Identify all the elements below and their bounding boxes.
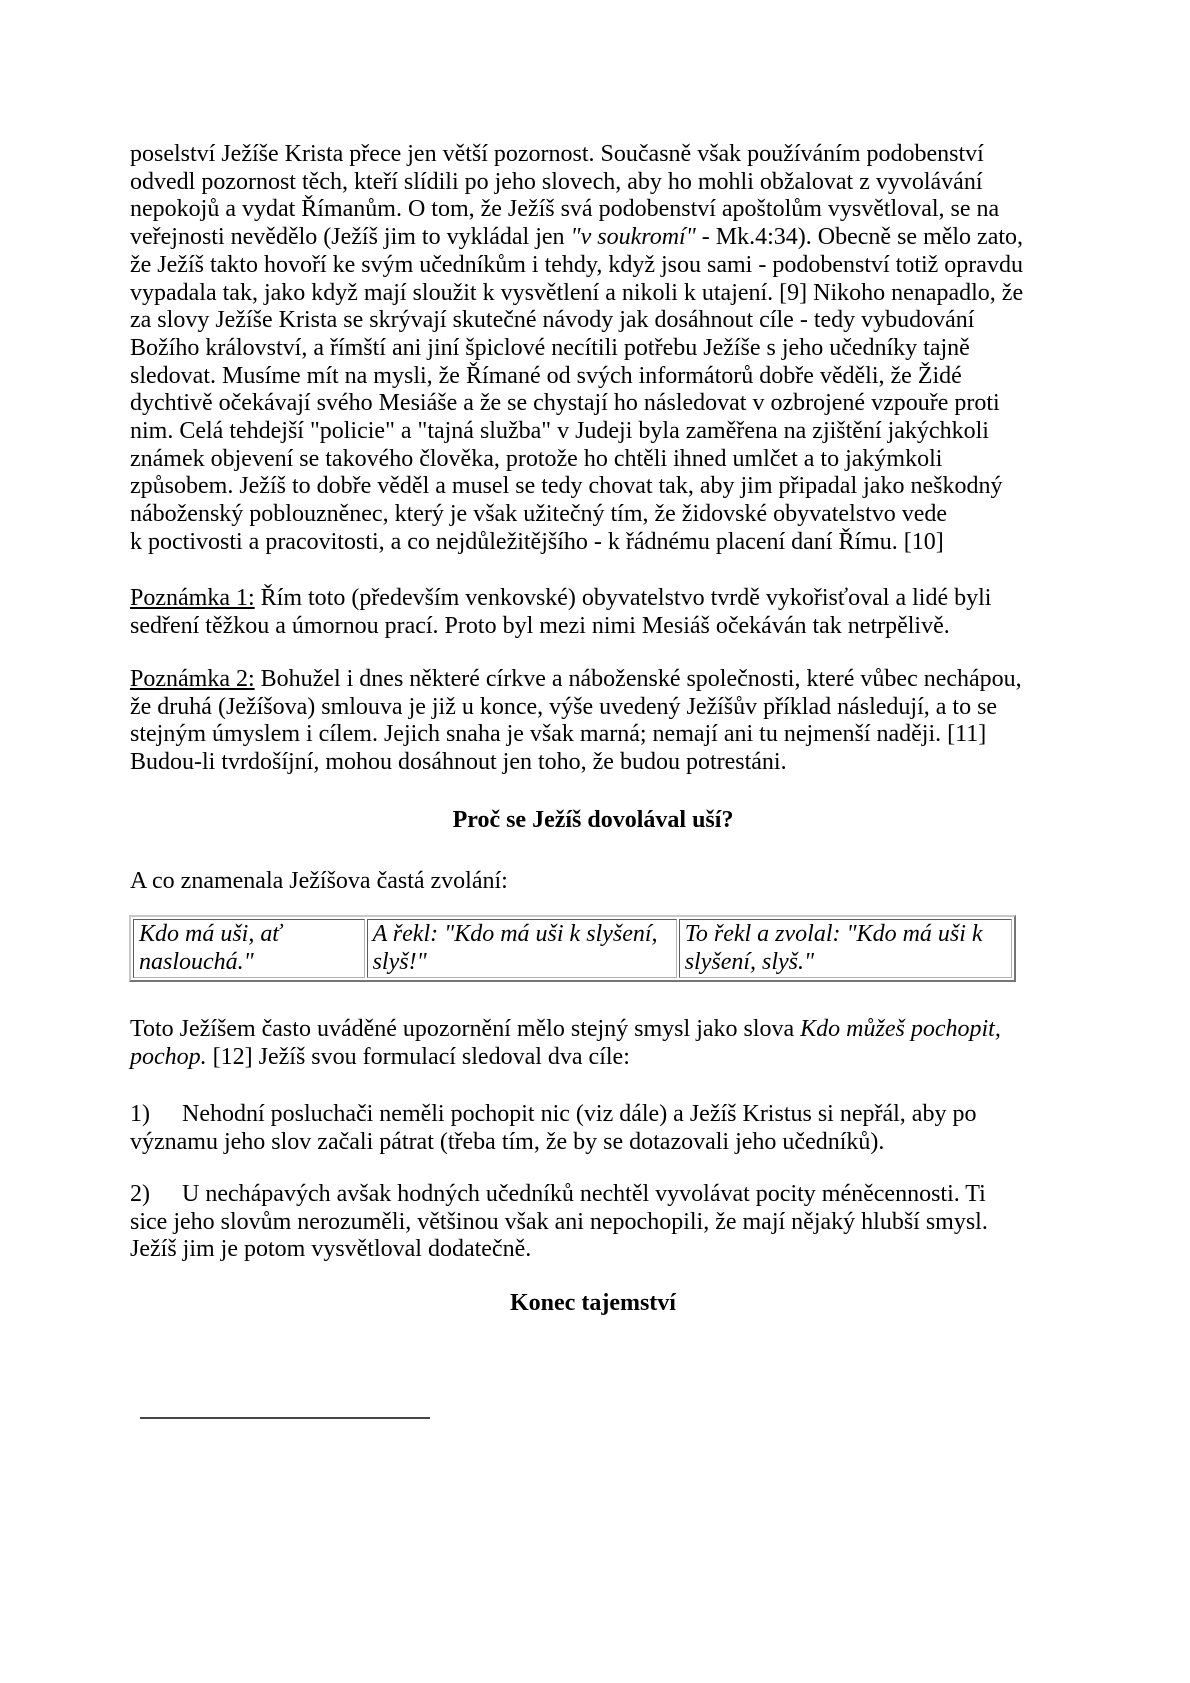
- section-heading-why-ears: Proč se Ježíš dovolával uší?: [452, 807, 734, 833]
- text-line: [139, 949, 359, 977]
- text-line: [130, 307, 1056, 335]
- text-line: [130, 1101, 1056, 1129]
- text-run: známek objevení se takového člověka, protože ho chtěli ihned umlčet a to jakýmkoli: [130, 445, 943, 472]
- text-line: [130, 1209, 1056, 1237]
- text-line: [130, 1044, 1056, 1072]
- text-run: k poctivosti a pracovitosti, a co nejdůležitějšího - k řádnému placení daní Římu. [10]: [130, 528, 944, 555]
- paragraph-toto: [130, 1016, 1056, 1071]
- text-run: Budou-li tvrdošíjní, mohou dosáhnout jen toho, že budou potrestáni.: [130, 749, 787, 776]
- text-run: že druhá (Ježíšova) smlouva je již u konce, výše uvedený Ježíšův příklad následují, a to se: [130, 693, 998, 720]
- list-number: 2): [130, 1181, 150, 1207]
- text-run: - Mk.4:34). Obecně se mělo zato,: [695, 224, 1024, 251]
- text-line: [130, 613, 1056, 641]
- text-line: [130, 252, 1056, 280]
- text-run: odvedl pozornost těch, kteří slídili po jeho slovech, aby ho mohli obžalovat z vyvolávání: [130, 168, 983, 195]
- text-run: naslouchá.": [139, 948, 254, 975]
- text-line: [130, 1181, 1056, 1209]
- text-run: U nechápavých avšak hodných učedníků nechtěl vyvolávat pocity méněcennosti. Ti: [182, 1181, 986, 1207]
- text-run: Poznámka 1:: [130, 585, 255, 611]
- text-run: stejným úmyslem i cílem. Jejich snaha je však marná; nemají ani tu nejmenší naději. [11]: [130, 721, 987, 748]
- text-run: slyšení, slyš.": [684, 948, 815, 975]
- text-line: [130, 473, 1056, 501]
- text-line: [373, 949, 671, 977]
- text-line: [130, 418, 1056, 446]
- text-line: [130, 141, 1056, 169]
- text-line: [130, 196, 1056, 224]
- text-line: [139, 921, 359, 949]
- list-number: 1): [130, 1101, 150, 1127]
- text-run: sice jeho slovům nerozuměli, většinou však ani nepochopili, že mají nějaký hlubší smysl.: [130, 1208, 988, 1235]
- footnote-separator: [140, 1417, 430, 1419]
- text-run: nepokojů a vydat Římanům. O tom, že Ježíš svá podobenství apoštolům vysvětloval, se na: [130, 196, 1000, 223]
- note-1: [130, 585, 1056, 640]
- text-line: [685, 949, 1006, 977]
- quote-cell-2: [367, 919, 677, 978]
- text-line: [130, 868, 1056, 896]
- text-line: [130, 1129, 1056, 1157]
- quote-cell-1: [133, 919, 365, 978]
- paragraph-main: [130, 141, 1056, 557]
- text-line: [130, 501, 1056, 529]
- text-line: [373, 921, 671, 949]
- text-run: A co znamenala Ježíšova častá zvolání:: [130, 868, 508, 894]
- text-line: [130, 335, 1056, 363]
- text-run: způsobem. Ježíš to dobře věděl a musel se tedy chovat tak, aby jim připadal jako neškodný: [130, 473, 1003, 500]
- text-run: Toto Ježíšem často uváděné upozornění mělo stejný smysl jako slova: [130, 1016, 801, 1042]
- intro-line: [130, 868, 1056, 896]
- text-line: [130, 721, 1056, 749]
- numbered-item-1: [130, 1101, 1056, 1156]
- text-line: [130, 280, 1056, 308]
- text-line: [130, 363, 1056, 391]
- quote-cell-3: [679, 919, 1012, 978]
- text-line: [130, 1236, 1056, 1264]
- text-run: slyš!": [372, 948, 427, 975]
- note-2: [130, 666, 1056, 777]
- text-run: Kdo má uši, ať: [139, 921, 282, 947]
- text-run: že Ježíš takto hovoří ke svým učedníkům i tehdy, když jsou sami - podobenství totiž opravdu: [130, 251, 1023, 278]
- text-run: sledovat. Musíme mít na mysli, že Římané od svých informátorů dobře věděli, že Židé: [130, 362, 962, 389]
- text-run: To řekl a zvolal: "Kdo má uši k: [684, 921, 983, 947]
- text-line: [130, 694, 1056, 722]
- section-heading-end-of-secret: Konec tajemství: [510, 1290, 676, 1316]
- text-line: [130, 224, 1056, 252]
- text-run: Bohužel i dnes některé církve a náboženské společnosti, které vůbec nechápou,: [254, 666, 1022, 692]
- text-run: za slovy Ježíše Krista se skrývají skutečné návody jak dosáhnout cíle - tedy vybudování: [130, 307, 975, 334]
- text-run: pochop.: [130, 1043, 207, 1070]
- text-line: [130, 585, 1056, 613]
- text-line: [130, 1016, 1056, 1044]
- text-run: A řekl: "Kdo má uši k slyšení,: [372, 921, 658, 947]
- text-line: [130, 666, 1056, 694]
- text-run: poselství Ježíše Krista přece jen větší pozornost. Současně však používáním podobenství: [130, 141, 984, 167]
- text-run: Poznámka 2:: [130, 666, 255, 692]
- numbered-item-2: [130, 1181, 1056, 1264]
- text-line: [130, 749, 1056, 777]
- text-run: [12] Ježíš svou formulací sledoval dva cíle:: [206, 1043, 630, 1070]
- text-run: nim. Celá tehdejší "policie" a "tajná služba" v Judeji byla zaměřena na zjištění jakýchkoli: [130, 418, 989, 445]
- text-run: náboženský poblouzněnec, který je však užitečný tím, že židovské obyvatelstvo vede: [130, 501, 948, 528]
- text-run: veřejnosti nevědělo (Ježíš jim to vykládal jen: [130, 224, 571, 251]
- text-line: [130, 169, 1056, 197]
- quotes-table: [129, 915, 1016, 982]
- text-line: [130, 446, 1056, 474]
- text-run: sedření těžkou a úmornou prací. Proto byl mezi nimi Mesiáš očekáván tak netrpělivě.: [130, 612, 950, 639]
- quotes-table-row: [133, 919, 1012, 978]
- text-line: [130, 390, 1056, 418]
- text-run: Ježíš jim je potom vysvětloval dodatečně.: [130, 1236, 532, 1263]
- text-run: Řím toto (především venkovské) obyvatelstvo tvrdě vykořisťoval a lidé byli: [254, 585, 992, 611]
- text-run: dychtivě očekávají svého Mesiáše a že se chystají ho následovat v ozbrojené vzpouře proti: [130, 390, 1000, 417]
- text-run: Božího království, a římští ani jiní špiclové necítili potřebu Ježíše s jeho učedníky tajně: [130, 334, 970, 361]
- text-run: "v soukromí": [570, 224, 696, 251]
- text-run: Nehodní posluchači neměli pochopit nic (viz dále) a Ježíš Kristus si nepřál, aby po: [182, 1101, 977, 1127]
- text-run: Kdo můžeš pochopit,: [800, 1016, 1001, 1042]
- text-line: [130, 529, 1056, 557]
- text-run: vypadala tak, jako když mají sloužit k vysvětlení a nikoli k utajení. [9] Nikoho nenapadlo, že: [130, 279, 1024, 306]
- text-line: [685, 921, 1006, 949]
- text-run: významu jeho slov začali pátrat (třeba tím, že by se dotazovali jeho učedníků).: [130, 1128, 885, 1155]
